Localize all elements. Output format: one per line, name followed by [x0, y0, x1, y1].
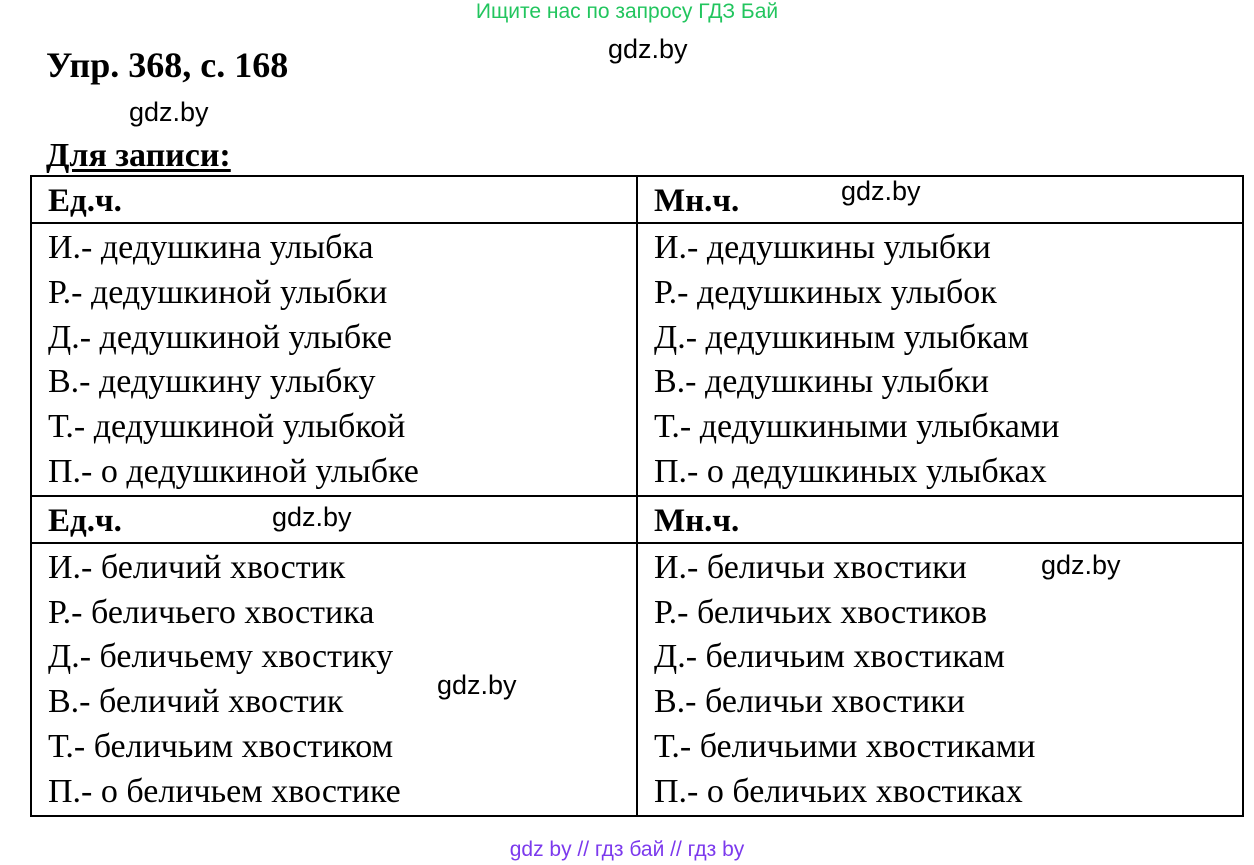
case-line: П.- о дедушкиных улыбках: [654, 452, 1047, 490]
block-2-plural-cases: [637, 543, 1243, 816]
case-line: В.- дедушкины улыбки: [654, 363, 990, 401]
block-1-singular-cases: [31, 223, 637, 496]
watermark: gdz.by: [129, 97, 209, 127]
case-line: В.- беличьи хвостики: [654, 683, 965, 721]
section-subtitle: Для записи:: [46, 137, 231, 174]
block-1-plural-cases: [637, 223, 1243, 496]
case-line: Д.- беличьему хвостику: [48, 638, 394, 676]
top-banner: Ищите нас по запросу ГДЗ Бай: [475, 0, 779, 23]
case-line: Т.- дедушкиными улыбками: [654, 408, 1060, 446]
exercise-title: Упр. 368, с. 168: [46, 45, 289, 85]
block-1-header-row: [31, 176, 1243, 223]
case-line: Д.- дедушкиной улыбке: [48, 318, 392, 356]
case-line: В.- дедушкину улыбку: [48, 363, 376, 401]
case-line: Р.- беличьего хвостика: [48, 593, 375, 631]
declension-table: [30, 175, 1244, 817]
case-line: Т.- беличьими хвостиками: [654, 727, 1036, 765]
block-2-plural-header: Мн.ч.: [654, 502, 740, 539]
watermark: gdz.by: [608, 34, 688, 64]
case-line: И.- дедушкины улыбки: [654, 229, 991, 266]
case-line: И.- беличьи хвостики: [654, 548, 967, 586]
case-line: И.- беличий хвостик: [48, 548, 346, 586]
case-line: Т.- дедушкиной улыбкой: [48, 408, 406, 446]
case-line: П.- о беличьих хвостиках: [654, 772, 1023, 810]
case-line: Д.- беличьим хвостикам: [654, 638, 1005, 676]
watermark: gdz.by: [437, 670, 517, 700]
block-2-singular-cases: [31, 543, 637, 816]
case-line: Т.- беличьим хвостиком: [48, 727, 394, 765]
block-1-plural-header: Мн.ч.: [654, 183, 740, 219]
case-line: Д.- дедушкиным улыбкам: [654, 318, 1029, 356]
block-1-singular-header: Ед.ч.: [48, 183, 122, 219]
watermark: gdz.by: [272, 502, 352, 532]
case-line: Р.- дедушкиных улыбок: [654, 273, 997, 311]
block-2-header-row: [31, 496, 1243, 543]
watermark: gdz.by: [1041, 550, 1121, 580]
case-line: В.- беличий хвостик: [48, 683, 344, 721]
watermark: gdz.by: [841, 176, 921, 206]
case-line: Р.- дедушкиной улыбки: [48, 273, 388, 311]
block-2-singular-header: Ед.ч.: [48, 502, 122, 539]
block-2-cases-row: [31, 543, 1243, 816]
case-line: П.- о беличьем хвостике: [48, 772, 401, 810]
case-line: И.- дедушкина улыбка: [48, 229, 374, 266]
case-line: Р.- беличьих хвостиков: [654, 593, 988, 631]
block-1-cases-row: [31, 223, 1243, 496]
case-line: П.- о дедушкиной улыбке: [48, 452, 419, 490]
block-1-singular-header-cell: [31, 176, 637, 223]
footer-watermark: gdz by // гдз бай // гдз by: [509, 838, 745, 861]
block-2-plural-header-cell: [637, 496, 1243, 543]
block-1-plural-header-cell: [637, 176, 1243, 223]
